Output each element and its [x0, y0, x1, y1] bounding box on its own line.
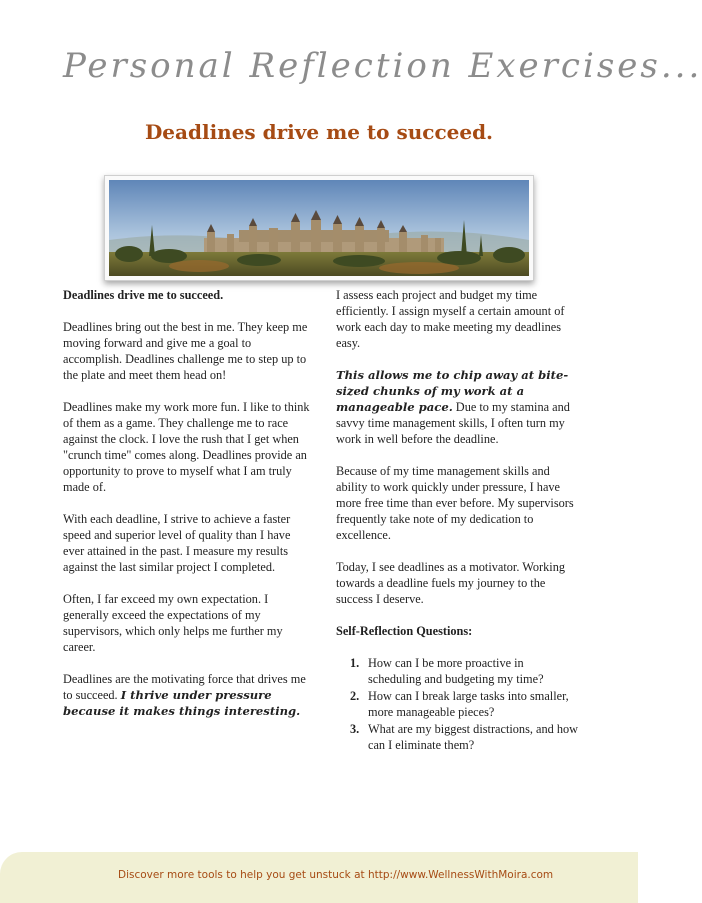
paragraph-5-end: I assess each project and budget my time efficiently. I assign myself a certain amount of work each day to make meeting my deadlines easy. — [336, 288, 565, 350]
question-number: 2. — [350, 689, 360, 703]
paragraph-5-text: Deadlines are the motivating force that drives me to succeed. — [63, 672, 306, 702]
question-item — [336, 688, 580, 720]
page-title: Deadlines drive me to succeed. — [144, 120, 494, 144]
paragraph-5-start — [63, 671, 311, 719]
paragraph-2: Deadlines make my work more fun. I like to think of them as a game. They challenge me to race against the clock. I love the rush that I get when "crunch time" comes along. Deadlines provide an opportunity to prove to myself what I am truly made of. — [63, 400, 310, 494]
article-heading: Deadlines drive me to succeed. — [63, 288, 224, 302]
castle-panorama-image — [109, 180, 529, 276]
question-number: 3. — [350, 722, 360, 736]
paragraph-7: Because of my time management skills and ability to work quickly under pressure, I have more free time than ever before. My supervisors frequently take note of my dedication to excellence. — [336, 464, 574, 542]
question-item — [336, 655, 580, 687]
questions-heading: Self-Reflection Questions: — [336, 624, 473, 638]
question-number: 1. — [350, 656, 360, 670]
paragraph-6-emphasis: This allows me to chip away at bite-sized chunks of my work at a manageable pace. — [336, 368, 569, 414]
questions-list — [336, 655, 580, 753]
question-text: How can I be more proactive in scheduling and budgeting my time? — [368, 656, 544, 686]
paragraph-6-text: Due to my stamina and savvy time management skills, I often turn my work in well before the deadline. — [336, 400, 570, 446]
question-text: What are my biggest distractions, and how can I eliminate them? — [368, 722, 579, 752]
paragraph-3: With each deadline, I strive to achieve a faster speed and superior level of quality than I have ever attained in the past. I measure my results against the last similar project I completed. — [63, 512, 291, 574]
paragraph-4: Often, I far exceed my own expectation. I generally exceed the expectations of my supervisors, which only helps me further my career. — [63, 592, 283, 654]
footer-bar — [0, 852, 638, 903]
paragraph-1: Deadlines bring out the best in me. They keep me moving forward and give me a goal to accomplish. Deadlines challenge me to step up to the plate and meet them head on! — [63, 320, 308, 382]
castle-photo — [104, 175, 534, 281]
paragraph-8: Today, I see deadlines as a motivator. Working towards a deadline fuels my journey to the success I deserve. — [336, 560, 565, 606]
paragraph-5-emphasis: I thrive under pressure because it makes things interesting. — [63, 688, 301, 718]
footer-link[interactable]: Discover more tools to help you get unstuck at http://www.WellnessWithMoira.com — [118, 869, 554, 881]
question-text: How can I break large tasks into smaller, more manageable pieces? — [368, 689, 569, 719]
series-title: Personal Reflection Exercises... — [63, 46, 702, 86]
question-item — [336, 721, 580, 753]
paragraph-6 — [336, 367, 580, 447]
article-left-column — [63, 287, 311, 735]
article-right-column — [336, 287, 580, 754]
